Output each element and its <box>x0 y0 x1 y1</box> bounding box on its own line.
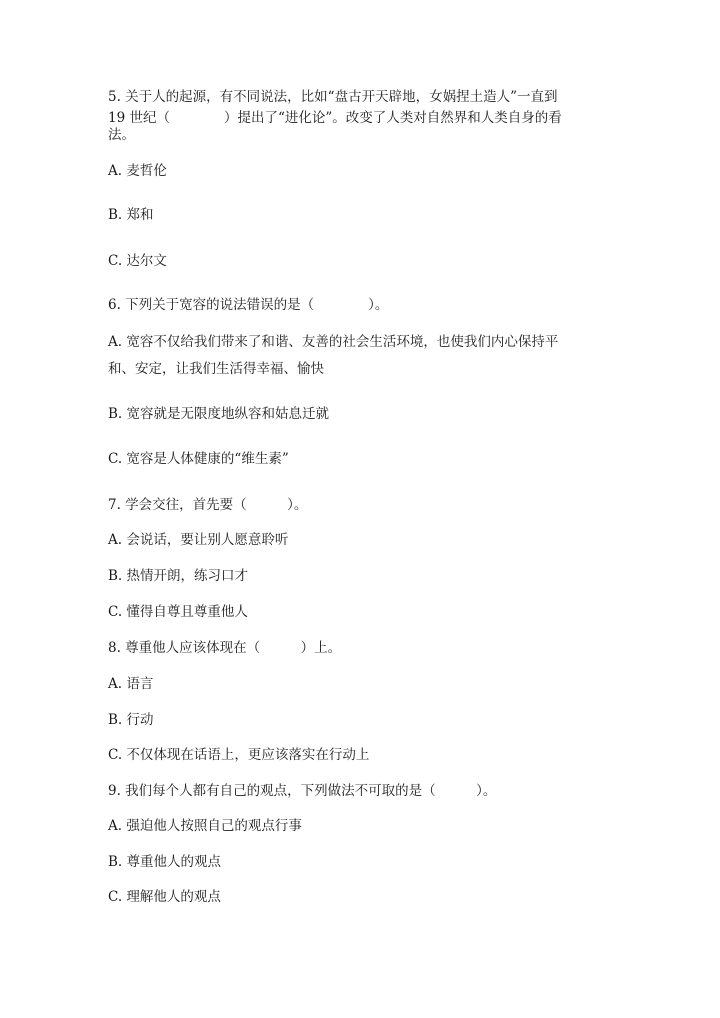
question-5-stem-line-1: 5. 关于人的起源，有不同说法，比如“盘古开天辟地，女娲捏土造人”一直到 <box>108 89 558 105</box>
question-8-stem: 8. 尊重他人应该体现在（ ）上。 <box>108 640 342 656</box>
question-9-option-a: A. 强迫他人按照自己的观点行事 <box>108 818 302 834</box>
question-8-option-c: C. 不仅体现在话语上，更应该落实在行动上 <box>108 747 370 763</box>
question-6-option-c: C. 宽容是人体健康的“维生素” <box>108 451 289 467</box>
question-7-option-a: A. 会说话，要让别人愿意聆听 <box>108 532 289 548</box>
question-6-option-b: B. 宽容就是无限度地纵容和姑息迁就 <box>108 406 330 422</box>
question-8-option-b: B. 行动 <box>108 712 154 728</box>
question-5-stem-line-2: 19 世纪（ ）提出了“进化论”。改变了人类对自然界和人类自身的看 <box>108 110 562 126</box>
question-9-stem: 9. 我们每个人都有自己的观点，下列做法不可取的是（ ）。 <box>108 783 497 799</box>
question-5-option-c: C. 达尔文 <box>108 253 167 269</box>
question-5-option-b: B. 郑和 <box>108 207 154 223</box>
question-8-option-a: A. 语言 <box>108 676 154 692</box>
question-7-option-c: C. 懂得自尊且尊重他人 <box>108 604 248 620</box>
question-9-option-c: C. 理解他人的观点 <box>108 889 221 905</box>
question-6-option-a-line-1: A. 宽容不仅给我们带来了和谐、友善的社会生活环境，也使我们内心保持平 <box>108 334 559 350</box>
question-7-stem: 7. 学会交往，首先要（ ）。 <box>108 497 308 513</box>
question-5-stem-line-3: 法。 <box>108 127 135 143</box>
question-6-option-a-line-2: 和、安定，让我们生活得幸福、愉快 <box>108 361 324 377</box>
question-7-option-b: B. 热情开朗，练习口才 <box>108 568 249 584</box>
question-6-stem: 6. 下列关于宽容的说法错误的是（ ）。 <box>108 297 389 313</box>
question-5-option-a: A. 麦哲伦 <box>108 163 167 179</box>
question-9-option-b: B. 尊重他人的观点 <box>108 854 222 870</box>
